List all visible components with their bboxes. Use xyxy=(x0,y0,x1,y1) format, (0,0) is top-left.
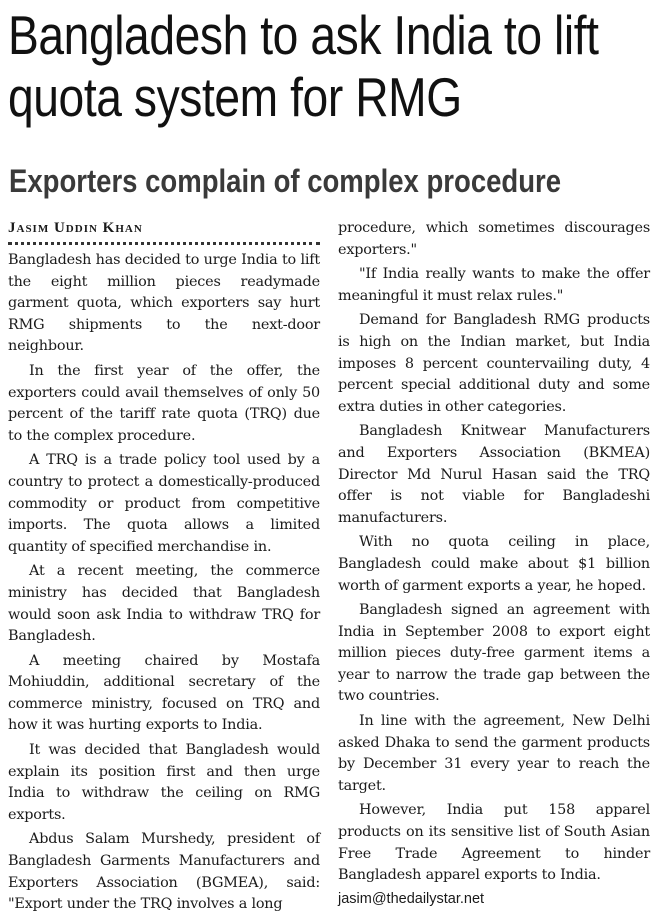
subheadline: Exporters complain of complex procedure xyxy=(9,163,562,199)
paragraph: Bangladesh signed an agreement with India in September 2008 to export eight million pieces duty-free garment items a year to narrow the trade gap between the two countries. xyxy=(338,602,650,705)
paragraph: Demand for Bangladesh RMG products is high on the Indian market, but India imposes 8 percent countervailing duty, 4 percent special additional duty and some extra duties in other categories. xyxy=(338,312,650,415)
headline: Bangladesh to ask India to lift quota system for RMG xyxy=(8,4,599,128)
byline: Jasim Uddin Khan xyxy=(8,220,143,236)
paragraph: A TRQ is a trade policy tool used by a country to protect a domestically-produced commodity or product from competitive imports. The quota allows a limited quantity of specified merchandise in. xyxy=(8,452,320,555)
article-body xyxy=(8,218,650,913)
column-right xyxy=(338,218,650,907)
paragraph: In the first year of the offer, the exporters could avail themselves of only 50 percent of the tariff rate quota (TRQ) due to the complex procedure. xyxy=(8,362,320,444)
paragraph: Abdus Salam Murshedy, president of Bangladesh Garments Manufacturers and Exporters Association (BGMEA), said: "Export under the TRQ involves a long xyxy=(8,831,320,913)
byline-divider xyxy=(8,242,320,245)
paragraph: However, India put 158 apparel products on its sensitive list of South Asian Free Trade Agreement to hinder Bangladesh apparel exports to India. xyxy=(338,802,650,884)
paragraph: Bangladesh Knitwear Manufacturers and Exporters Association (BKMEA) Director Md Nurul Hasan said the TRQ offer is not viable for Bangladeshi manufacturers. xyxy=(338,423,650,526)
paragraph: "If India really wants to make the offer meaningful it must relax rules." xyxy=(338,266,650,304)
paragraph: At a recent meeting, the commerce ministry has decided that Bangladesh would soon ask India to withdraw TRQ for Bangladesh. xyxy=(8,563,320,645)
paragraph: procedure, which sometimes discourages exporters." xyxy=(338,220,650,258)
paragraph: It was decided that Bangladesh would explain its position first and then urge India to withdraw the ceiling on RMG exports. xyxy=(8,742,320,823)
paragraph: In line with the agreement, New Delhi asked Dhaka to send the garment products by December 31 every year to reach the target. xyxy=(338,713,650,794)
author-email[interactable]: jasim@thedailystar.net xyxy=(338,890,485,907)
paragraph: With no quota ceiling in place, Bangladesh could make about $1 billion worth of garment exports a year, he hoped. xyxy=(338,534,650,594)
paragraph: Bangladesh has decided to urge India to lift the eight million pieces readymade garment quota, which exporters say hurt RMG shipments to the next-door neighbour. xyxy=(8,252,320,355)
column-left xyxy=(8,218,320,913)
paragraph: A meeting chaired by Mostafa Mohiuddin, additional secretary of the commerce ministry, focused on TRQ and how it was hurting exports to India. xyxy=(8,652,320,734)
